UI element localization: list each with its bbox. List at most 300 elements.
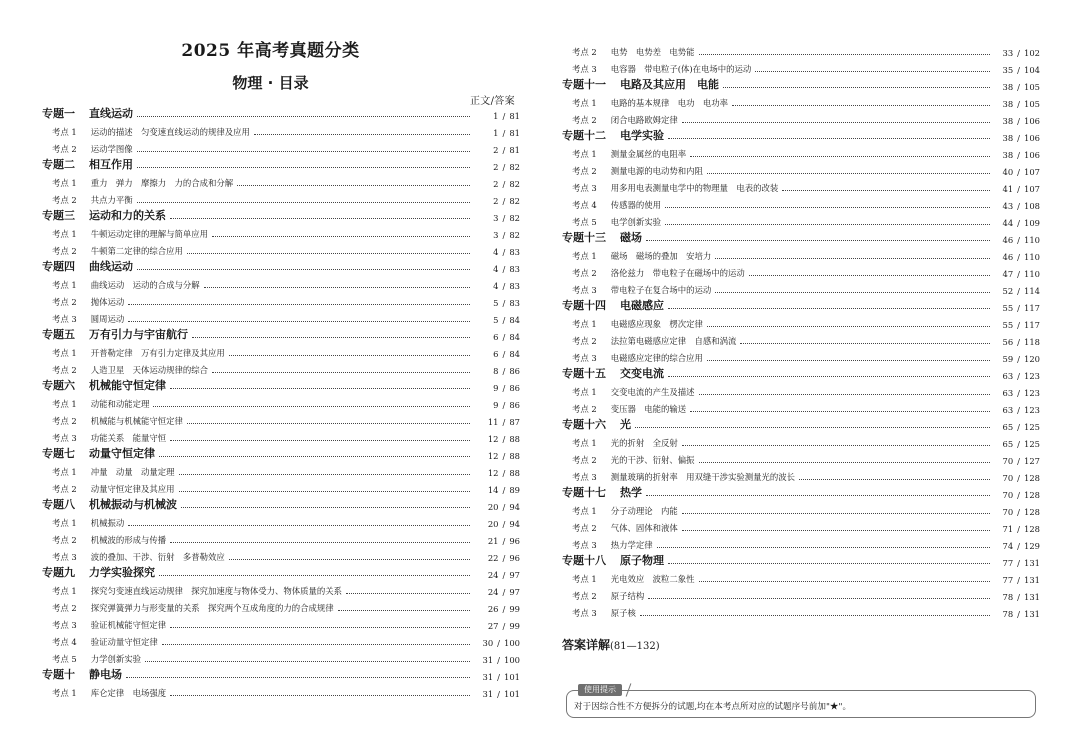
main-page: 44 [1002,218,1014,228]
dot-leader [699,54,991,55]
answer-page: 123 [1024,371,1040,381]
page-separator: / [502,230,506,240]
answer-page: 128 [1024,490,1040,500]
page-numbers [474,332,520,342]
dot-leader [346,593,470,594]
page-numbers [474,604,520,614]
point-name: 验证动量守恒定律 [90,637,158,647]
point-number: 考点 3 [572,183,597,193]
main-page: 70 [1002,490,1014,500]
point-number: 考点 3 [572,285,597,295]
answer-page: 127 [1024,456,1040,466]
topic-name: 电学实验 [620,129,664,142]
toc-point-row [562,279,1040,296]
toc-point-row [42,580,520,597]
page-separator: / [1017,371,1020,381]
topic-name: 直线运动 [89,107,133,120]
page-numbers [994,218,1040,228]
dot-leader [682,445,990,446]
page-numbers [994,99,1040,109]
main-page: 77 [1002,558,1014,568]
dot-leader [170,440,470,441]
point-name: 光的干涉、衍射、偏振 [610,455,695,465]
dot-leader [128,304,470,305]
toc-point-row [42,189,520,206]
page-numbers [994,575,1040,585]
page-numbers [474,434,520,444]
dot-leader [707,360,990,361]
toc-point-row [42,512,520,529]
dot-leader [648,598,990,599]
dot-leader [179,474,471,475]
main-page: 55 [1002,320,1014,330]
page-separator: / [1017,269,1020,279]
main-page: 78 [1002,609,1014,619]
point-name: 圆周运动 [90,314,125,324]
point-number: 考点 2 [572,591,597,601]
usage-tip-label: 使用提示 [578,684,622,696]
answer-page: 131 [1024,592,1040,602]
page-separator: / [502,519,506,529]
point-name: 运动的描述 匀变速直线运动的规律及应用 [90,127,250,137]
page-separator: / [502,400,506,410]
page-numbers [994,490,1040,500]
answer-page: 110 [1024,235,1040,245]
dot-leader [682,530,990,531]
topic-name: 磁场 [620,231,642,244]
page-separator: / [1017,422,1020,432]
main-page: 70 [1002,473,1014,483]
toc-point-row [42,342,520,359]
point-number: 考点 1 [572,149,597,159]
answer-page: 100 [504,638,520,648]
point-number: 考点 2 [572,404,597,414]
toc-point-row [562,534,1040,551]
point-name: 原子结构 [610,591,645,601]
toc-point-row [562,92,1040,109]
answer-page: 131 [1024,575,1040,585]
page-separator: / [502,349,506,359]
dot-leader [799,479,990,480]
point-number: 考点 2 [572,115,597,125]
point-name: 气体、固体和液体 [610,523,678,533]
page-numbers [474,179,520,189]
page-separator: / [1017,235,1020,245]
answer-section-title: 答案详解 [562,638,611,652]
main-page: 63 [1002,405,1014,415]
toc-point-row [562,517,1040,534]
dot-leader [668,563,990,564]
point-number: 考点 2 [52,416,77,426]
page-numbers [994,82,1040,92]
point-name: 机械波的形成与传播 [90,535,167,545]
topic-number: 专题十四 [562,299,606,312]
main-page: 26 [487,604,499,614]
topic-number: 专题七 [42,447,75,460]
topic-name: 曲线运动 [89,260,133,273]
page-numbers [474,315,520,325]
page-separator: / [497,638,500,648]
point-name: 用多用电表测量电学中的物理量 电表的改装 [610,183,779,193]
point-number: 考点 2 [52,195,77,205]
toc-point-row [562,398,1040,415]
point-number: 考点 1 [52,178,77,188]
main-page: 46 [1002,235,1014,245]
dot-leader [170,695,470,696]
answer-page: 83 [509,264,520,274]
page-separator: / [1017,48,1020,58]
toc-topic-row [562,415,1040,432]
topic-number: 专题三 [42,209,75,222]
page-numbers [474,587,520,597]
dot-leader [212,236,470,237]
topic-name: 机械能守恒定律 [89,379,166,392]
point-number: 考点 2 [52,144,77,154]
toc-point-row [562,41,1040,58]
main-page: 71 [1002,524,1014,534]
page-numbers [474,383,520,393]
page-numbers [994,252,1040,262]
point-number: 考点 1 [572,251,597,261]
point-number: 考点 2 [572,47,597,57]
answer-page: 106 [1024,150,1040,160]
point-number: 考点 2 [572,523,597,533]
topic-name: 原子物理 [620,554,664,567]
main-page: 56 [1002,337,1014,347]
point-name: 共点力平衡 [90,195,133,205]
main-page: 59 [1002,354,1014,364]
page-separator: / [1017,65,1020,75]
dot-leader [699,581,991,582]
page-numbers [474,553,520,563]
page-numbers [994,116,1040,126]
page-separator: / [1017,558,1020,568]
dot-leader [657,547,990,548]
toc-topic-row [562,364,1040,381]
point-number: 考点 5 [572,217,597,227]
topic-number: 专题十六 [562,418,606,431]
answer-page: 106 [1024,133,1040,143]
main-page: 22 [487,553,499,563]
main-page: 24 [487,587,499,597]
point-name: 牛顿第二定律的综合应用 [90,246,183,256]
topic-number: 专题九 [42,566,75,579]
page-numbers [994,354,1040,364]
toc-point-row [562,602,1040,619]
toc-point-row [42,359,520,376]
toc-topic-row [42,444,520,461]
toc-point-row [42,121,520,138]
main-page: 47 [1002,269,1014,279]
point-number: 考点 1 [52,467,77,477]
answer-page: 82 [509,230,520,240]
page-separator: / [502,570,506,580]
dot-leader [128,525,470,526]
point-number: 考点 2 [52,365,77,375]
topic-number: 专题二 [42,158,75,171]
toc-point-row [562,313,1040,330]
topic-name: 光 [620,418,631,431]
point-name: 光的折射 全反射 [610,438,678,448]
page-numbers [994,235,1040,245]
page-numbers [994,507,1040,517]
main-page: 24 [487,570,499,580]
page-separator: / [502,485,506,495]
main-page: 12 [487,468,499,478]
page-numbers [994,201,1040,211]
dot-leader [170,388,470,389]
page-numbers [994,269,1040,279]
page-numbers [474,451,520,461]
topic-number: 专题五 [42,328,75,341]
page-numbers [994,286,1040,296]
main-page: 20 [487,519,499,529]
dot-leader [715,292,990,293]
point-number: 考点 3 [52,620,77,630]
answer-page: 96 [509,536,520,546]
toc-topic-row [42,495,520,512]
answer-page: 118 [1024,337,1040,347]
answer-page: 82 [509,213,520,223]
page-separator: / [502,247,506,257]
point-name: 运动学图像 [90,144,133,154]
main-page: 12 [487,434,499,444]
main-page: 77 [1002,575,1014,585]
dot-leader [145,661,470,662]
answer-page: 87 [509,417,520,427]
point-name: 探究匀变速直线运动规律 探究加速度与物体受力、物体质量的关系 [90,586,342,596]
page-separator: / [502,281,506,291]
answer-page: 106 [1024,116,1040,126]
page-separator: / [1017,507,1020,517]
page-separator: / [502,315,506,325]
toc-topic-row [42,155,520,172]
dot-leader [187,253,470,254]
page-title: 2025 年高考真题分类 [181,41,360,61]
main-page: 65 [1002,439,1014,449]
toc-right-column [562,41,1040,619]
dot-leader [137,116,470,117]
toc-point-row [42,308,520,325]
point-name: 洛伦兹力 带电粒子在磁场中的运动 [610,268,745,278]
main-page: 70 [1002,456,1014,466]
point-name: 分子动理论 内能 [610,506,678,516]
toc-topic-row [42,665,520,682]
toc-left-column [42,104,520,699]
topic-name: 交变电流 [620,367,664,380]
toc-topic-row [562,75,1040,92]
page-numbers [994,303,1040,313]
point-name: 电势 电势差 电势能 [610,47,695,57]
point-name: 冲量 动量 动量定理 [90,467,175,477]
point-name: 功能关系 能量守恒 [90,433,167,443]
page-separator: / [1017,592,1020,602]
page-numbers [994,388,1040,398]
point-number: 考点 3 [572,608,597,618]
toc-point-row [562,568,1040,585]
page-separator: / [1017,82,1020,92]
answer-page: 108 [1024,201,1040,211]
point-number: 考点 1 [572,574,597,584]
main-page: 31 [482,672,494,682]
page-numbers [474,349,520,359]
answer-page: 105 [1024,99,1040,109]
page-separator: / [502,587,506,597]
point-number: 考点 1 [572,506,597,516]
page-numbers [474,196,520,206]
topic-name: 机械振动与机械波 [89,498,177,511]
toc-point-row [562,194,1040,211]
main-page: 3 [493,213,499,223]
point-name: 验证机械能守恒定律 [90,620,167,630]
point-number: 考点 4 [572,200,597,210]
point-name: 电路的基本规律 电功 电功率 [610,98,728,108]
main-page: 2 [493,196,499,206]
toc-point-row [562,330,1040,347]
point-name: 抛体运动 [90,297,125,307]
dot-leader [732,105,990,106]
page-numbers [994,456,1040,466]
answer-page: 123 [1024,405,1040,415]
topic-name: 电磁感应 [620,299,664,312]
answer-page: 109 [1024,218,1040,228]
answer-page: 125 [1024,439,1040,449]
answer-page: 88 [509,468,520,478]
dot-leader [646,495,990,496]
dot-leader [749,275,990,276]
page-numbers [994,439,1040,449]
point-name: 牛顿运动定律的理解与简单应用 [90,229,208,239]
page-separator: / [502,553,506,563]
point-name: 动量守恒定律及其应用 [90,484,175,494]
point-number: 考点 2 [52,484,77,494]
main-page: 27 [487,621,499,631]
page-numbers [994,524,1040,534]
page-separator: / [502,298,506,308]
toc-topic-row [42,563,520,580]
dot-leader [229,559,470,560]
dot-leader [137,269,470,270]
page-numbers [994,167,1040,177]
main-page: 4 [493,247,499,257]
point-number: 考点 1 [52,127,77,137]
point-name: 光电效应 波粒二象性 [610,574,695,584]
answer-page: 105 [1024,82,1040,92]
page-numbers [994,371,1040,381]
dot-leader [668,308,990,309]
topic-name: 动量守恒定律 [89,447,155,460]
toc-topic-row [42,206,520,223]
point-name: 测量玻璃的折射率 用双缝干涉实验测量光的波长 [610,472,795,482]
answer-page: 125 [1024,422,1040,432]
page-separator: / [502,213,506,223]
dot-leader [668,138,990,139]
topic-name: 万有引力与宇宙航行 [89,328,188,341]
answer-page: 120 [1024,354,1040,364]
page-numbers [994,337,1040,347]
point-number: 考点 2 [52,246,77,256]
main-page: 43 [1002,201,1014,211]
toc-point-row [562,143,1040,160]
point-name: 传感器的使用 [610,200,661,210]
page-numbers [474,689,520,699]
topic-number: 专题十五 [562,367,606,380]
page-separator: / [502,536,506,546]
answer-page: 84 [509,315,520,325]
dot-leader [159,575,470,576]
main-page: 63 [1002,388,1014,398]
page-numbers [474,570,520,580]
main-page: 46 [1002,252,1014,262]
page-numbers [474,638,520,648]
topic-name: 电路及其应用 电能 [620,78,719,91]
answer-page: 107 [1024,167,1040,177]
toc-topic-row [562,296,1040,313]
point-name: 电磁感应现象 楞次定律 [610,319,703,329]
toc-point-row [562,245,1040,262]
dot-leader [126,677,470,678]
toc-point-row [562,381,1040,398]
main-page: 63 [1002,371,1014,381]
toc-point-row [42,138,520,155]
page-numbers [474,162,520,172]
point-name: 法拉第电磁感应定律 自感和涡流 [610,336,737,346]
answer-page: 86 [509,383,520,393]
page-separator: / [1017,354,1020,364]
answer-page: 107 [1024,184,1040,194]
dot-leader [137,167,470,168]
page-separator: / [1017,490,1020,500]
main-page: 31 [482,689,494,699]
point-number: 考点 2 [572,336,597,346]
point-name: 人造卫星 天体运动规律的综合 [90,365,208,375]
toc-point-row [42,546,520,563]
main-page: 20 [487,502,499,512]
main-page: 38 [1002,99,1014,109]
answer-section-range: (81—132) [610,641,660,652]
page-separator: / [1017,150,1020,160]
main-page: 1 [493,128,499,138]
toc-point-row [562,160,1040,177]
dot-leader [682,122,990,123]
main-page: 9 [493,400,499,410]
page-numbers [474,264,520,274]
answer-page: 97 [509,570,520,580]
page-numbers [994,320,1040,330]
answer-page: 84 [509,332,520,342]
page-separator: / [1017,320,1020,330]
page-numbers [474,281,520,291]
dot-leader [237,185,470,186]
answer-page: 131 [1024,558,1040,568]
page-separator: / [502,179,506,189]
toc-point-row [42,410,520,427]
point-number: 考点 2 [52,603,77,613]
answer-page: 128 [1024,507,1040,517]
topic-number: 专题六 [42,379,75,392]
page-numbers [994,65,1040,75]
page-numbers [994,541,1040,551]
point-name: 磁场 磁场的叠加 安培力 [610,251,712,261]
answer-page: 117 [1024,303,1040,313]
toc-point-row [562,211,1040,228]
toc-topic-row [562,483,1040,500]
point-name: 力学创新实验 [90,654,141,664]
answer-page: 101 [504,672,520,682]
dot-leader [723,87,990,88]
page-separator: / [1017,252,1020,262]
page-separator: / [1017,167,1020,177]
